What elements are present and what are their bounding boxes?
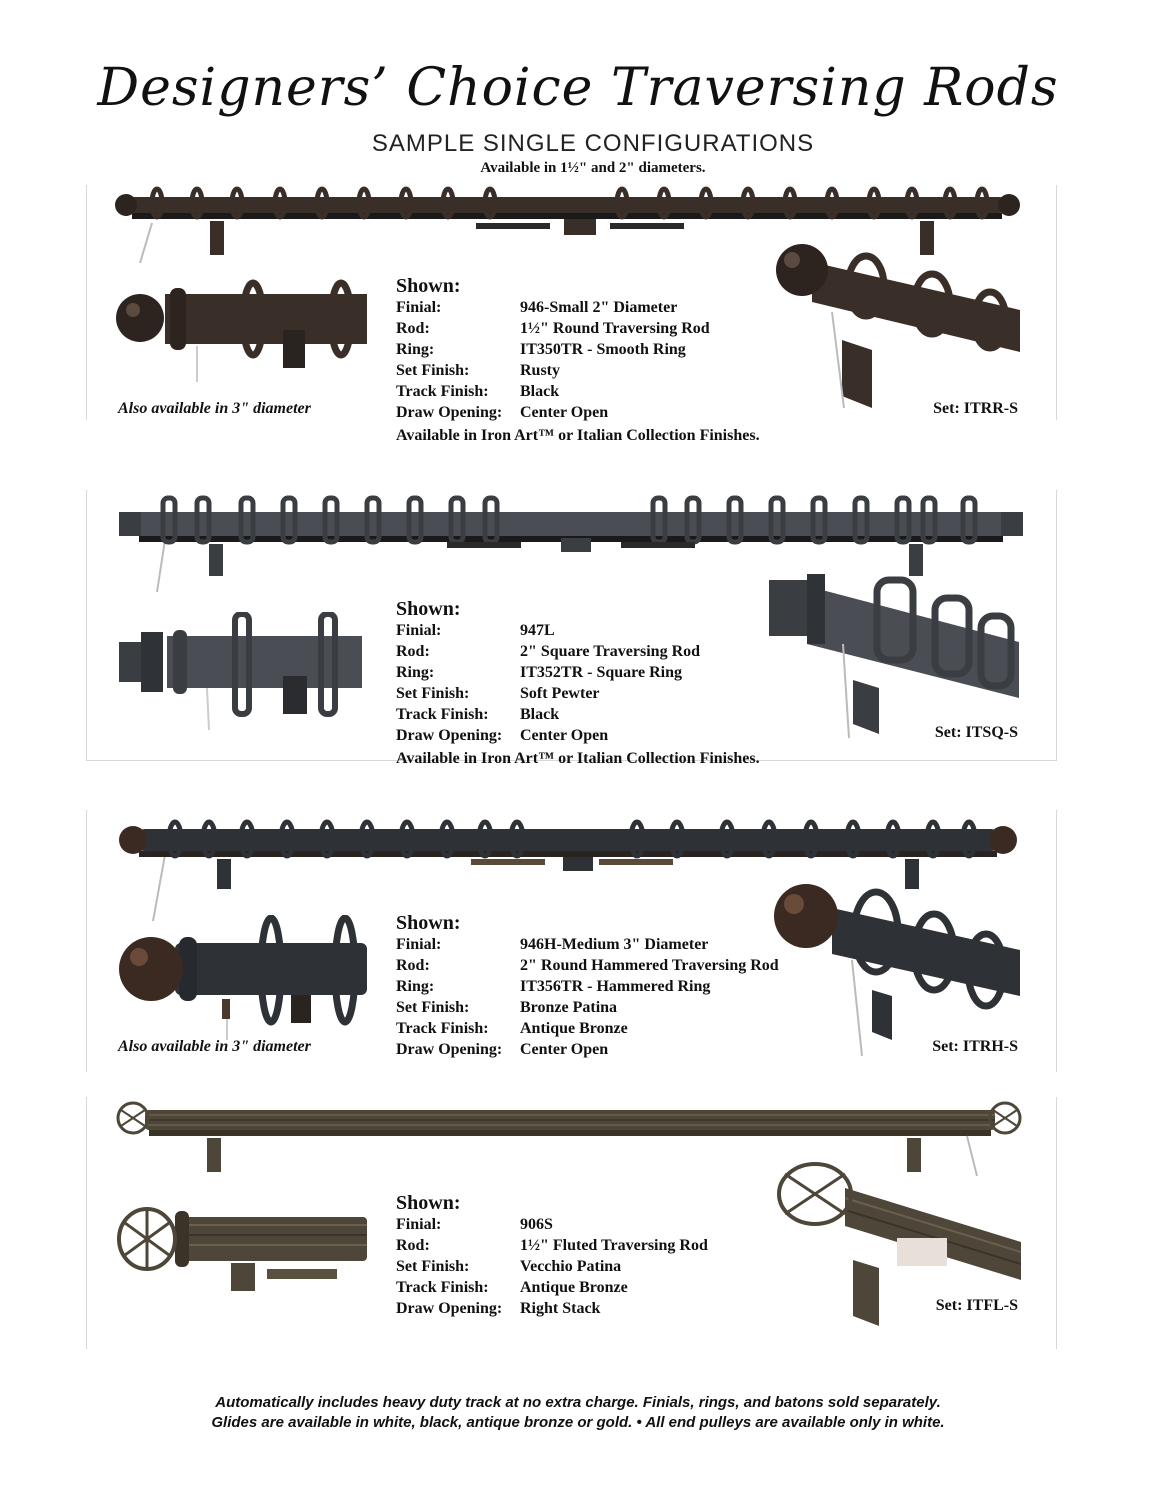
page-title: Designers’ Choice Traversing Rods <box>97 58 1059 118</box>
spec-list-2 <box>396 598 760 769</box>
finial-closeup-2 <box>117 612 362 730</box>
spec-value: 947L <box>520 622 555 639</box>
spec-value: 906S <box>520 1216 553 1233</box>
rod-angle-view-3 <box>772 880 1020 1058</box>
footer-note-2: Glides are available in white, black, antique bronze or gold. • All end pulleys are available only in white. <box>211 1414 945 1431</box>
spec-value: IT350TR - Smooth Ring <box>520 341 686 358</box>
spec-label: Set Finish: <box>396 685 470 702</box>
spec-value: Vecchio Patina <box>520 1258 622 1275</box>
spec-row <box>396 381 760 402</box>
finish-availability-note: Available in Iron Art™ or Italian Collection Finishes. <box>396 427 760 444</box>
spec-label: Rod: <box>396 320 430 337</box>
finial-closeup-4 <box>117 1203 367 1295</box>
set-code: Set: ITFL-S <box>935 1297 1018 1314</box>
spec-label: Draw Opening: <box>396 1300 503 1317</box>
spec-row <box>396 997 779 1018</box>
spec-value: Soft Pewter <box>520 685 600 702</box>
spec-row <box>396 1298 708 1319</box>
spec-label: Draw Opening: <box>396 404 503 421</box>
diameter-availability: Available in 1½" and 2" diameters. <box>480 160 706 176</box>
spec-row <box>396 955 779 976</box>
spec-label: Rod: <box>396 957 430 974</box>
spec-row <box>396 360 760 381</box>
spec-value: Black <box>520 706 560 723</box>
shown-heading: Shown: <box>396 912 461 934</box>
spec-value: 2" Square Traversing Rod <box>520 643 701 660</box>
set-code: Set: ITRR-S <box>933 400 1018 417</box>
spec-value: 946-Small 2" Diameter <box>520 299 678 316</box>
spec-row <box>396 1214 708 1235</box>
finial-closeup-3 <box>117 915 367 1040</box>
spec-row <box>396 641 760 662</box>
spec-row <box>396 1018 779 1039</box>
spec-row <box>396 1235 708 1256</box>
spec-row <box>396 683 760 704</box>
spec-label: Finial: <box>396 622 442 639</box>
set-code: Set: ITSQ-S <box>934 724 1018 741</box>
spec-row <box>396 297 760 318</box>
spec-label: Track Finish: <box>396 383 489 400</box>
spec-row <box>396 1039 779 1060</box>
spec-label: Ring: <box>396 341 435 358</box>
also-available-note: Also available in 3" diameter <box>118 1038 311 1055</box>
spec-value: Bronze Patina <box>520 999 618 1016</box>
spec-label: Track Finish: <box>396 1279 489 1296</box>
spec-list-1 <box>396 275 760 446</box>
spec-value: 1½" Fluted Traversing Rod <box>520 1237 708 1254</box>
spec-value: Center Open <box>520 1041 609 1058</box>
footer-note-1: Automatically includes heavy duty track at no extra charge. Finials, rings, and batons sold separately. <box>215 1394 941 1411</box>
spec-list-3 <box>396 912 779 1060</box>
spec-label: Track Finish: <box>396 706 489 723</box>
spec-row <box>396 402 760 423</box>
spec-label: Draw Opening: <box>396 727 503 744</box>
spec-value: Antique Bronze <box>520 1279 628 1296</box>
spec-label: Ring: <box>396 664 435 681</box>
shown-heading: Shown: <box>396 275 461 297</box>
spec-value: Black <box>520 383 560 400</box>
rod-angle-view-1 <box>772 240 1020 412</box>
spec-label: Set Finish: <box>396 1258 470 1275</box>
page-subtitle: SAMPLE SINGLE CONFIGURATIONS <box>371 130 815 157</box>
spec-row <box>396 704 760 725</box>
spec-value: Center Open <box>520 727 609 744</box>
also-available-note: Also available in 3" diameter <box>118 400 311 417</box>
finial-closeup-1 <box>115 272 367 382</box>
spec-row <box>396 725 760 746</box>
spec-value: 1½" Round Traversing Rod <box>520 320 710 337</box>
spec-label: Rod: <box>396 1237 430 1254</box>
spec-value: IT352TR - Square Ring <box>520 664 682 681</box>
shown-heading: Shown: <box>396 598 461 620</box>
spec-label: Finial: <box>396 936 442 953</box>
spec-value: Right Stack <box>520 1300 601 1317</box>
spec-value: Antique Bronze <box>520 1020 628 1037</box>
spec-row <box>396 976 779 997</box>
shown-heading: Shown: <box>396 1192 461 1214</box>
spec-value: 2" Round Hammered Traversing Rod <box>520 957 779 974</box>
spec-row <box>396 620 760 641</box>
spec-row <box>396 318 760 339</box>
spec-value: Center Open <box>520 404 609 421</box>
spec-row <box>396 339 760 360</box>
spec-label: Track Finish: <box>396 1020 489 1037</box>
set-code: Set: ITRH-S <box>932 1038 1018 1055</box>
spec-row <box>396 1277 708 1298</box>
spec-label: Finial: <box>396 299 442 316</box>
spec-row <box>396 662 760 683</box>
spec-label: Set Finish: <box>396 999 470 1016</box>
spec-label: Set Finish: <box>396 362 470 379</box>
spec-list-4 <box>396 1192 708 1319</box>
spec-value: IT356TR - Hammered Ring <box>520 978 711 995</box>
spec-row <box>396 1256 708 1277</box>
spec-label: Finial: <box>396 1216 442 1233</box>
rod-angle-view-2 <box>767 570 1019 740</box>
spec-label: Ring: <box>396 978 435 995</box>
spec-value: Rusty <box>520 362 561 379</box>
spec-label: Rod: <box>396 643 430 660</box>
spec-row <box>396 934 779 955</box>
spec-label: Draw Opening: <box>396 1041 503 1058</box>
finish-availability-note: Available in Iron Art™ or Italian Collection Finishes. <box>396 750 760 767</box>
spec-value: 946H-Medium 3" Diameter <box>520 936 709 953</box>
